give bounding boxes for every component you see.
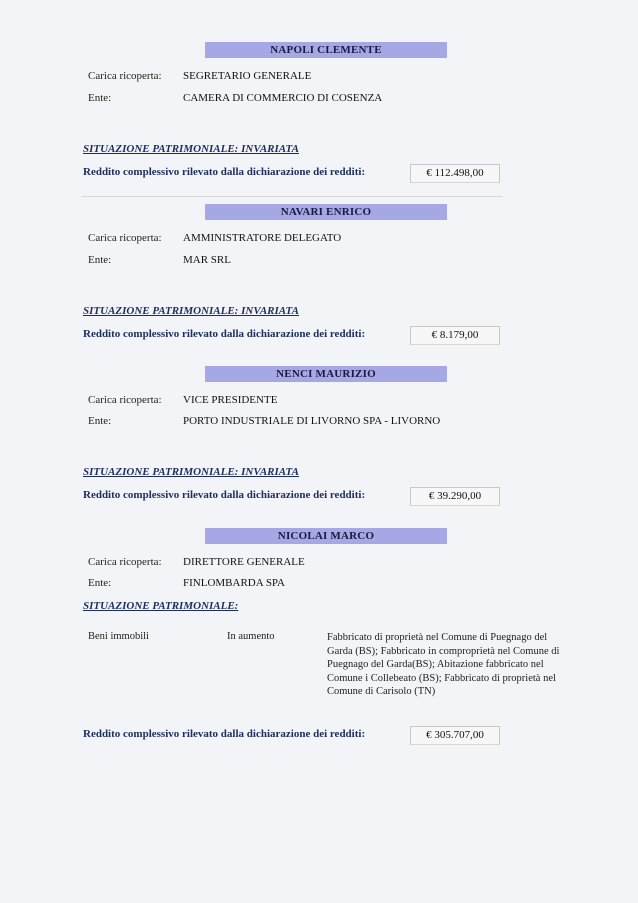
person-name-bar: NENCI MAURIZIO — [205, 366, 447, 382]
beni-description: Fabbricato di proprietà nel Comune di Puegnago del Garda (BS); Fabbricato in comproprietà nel Comune di Puegnago del Garda(BS); Abitazione fabbricato nel Comune i Collebeato (BS); Fabbricato di proprietà nel Comune di Carisolo (TN) — [327, 632, 560, 697]
ente-label: Ente: — [88, 577, 112, 589]
carica-label: Carica ricoperta: — [88, 232, 162, 244]
reddito-value: € 8.179,00 — [410, 326, 500, 345]
ente-value: CAMERA DI COMMERCIO DI COSENZA — [183, 92, 383, 104]
beni-type: Beni immobili — [88, 631, 149, 642]
ente-label: Ente: — [88, 415, 112, 427]
reddito-value: € 305.707,00 — [410, 726, 500, 745]
situazione-patrimoniale: SITUAZIONE PATRIMONIALE: — [83, 600, 239, 612]
person-name-bar: NICOLAI MARCO — [205, 528, 447, 544]
carica-value: DIRETTORE GENERALE — [183, 556, 305, 568]
person-name-bar: NAVARI ENRICO — [205, 204, 447, 220]
reddito-label: Reddito complessivo rilevato dalla dichiarazione dei redditi: — [83, 728, 366, 740]
carica-value: AMMINISTRATORE DELEGATO — [183, 232, 342, 244]
reddito-label: Reddito complessivo rilevato dalla dichiarazione dei redditi: — [83, 328, 366, 340]
ente-value: PORTO INDUSTRIALE DI LIVORNO SPA - LIVORNO — [183, 415, 441, 427]
carica-value: VICE PRESIDENTE — [183, 394, 278, 406]
reddito-value: € 112.498,00 — [410, 164, 500, 183]
ente-label: Ente: — [88, 254, 112, 266]
carica-label: Carica ricoperta: — [88, 556, 162, 568]
situazione-patrimoniale: SITUAZIONE PATRIMONIALE: INVARIATA — [83, 466, 299, 478]
situazione-patrimoniale: SITUAZIONE PATRIMONIALE: INVARIATA — [83, 143, 299, 155]
section-divider — [82, 196, 502, 197]
person-name-bar: NAPOLI CLEMENTE — [205, 42, 447, 58]
ente-value: MAR SRL — [183, 254, 231, 266]
situazione-patrimoniale: SITUAZIONE PATRIMONIALE: INVARIATA — [83, 305, 299, 317]
carica-label: Carica ricoperta: — [88, 394, 162, 406]
carica-value: SEGRETARIO GENERALE — [183, 70, 312, 82]
reddito-value: € 39.290,00 — [410, 487, 500, 506]
reddito-label: Reddito complessivo rilevato dalla dichiarazione dei redditi: — [83, 489, 366, 501]
ente-label: Ente: — [88, 92, 112, 104]
reddito-label: Reddito complessivo rilevato dalla dichiarazione dei redditi: — [83, 166, 366, 178]
beni-status: In aumento — [227, 631, 275, 642]
ente-value: FINLOMBARDA SPA — [183, 577, 285, 589]
carica-label: Carica ricoperta: — [88, 70, 162, 82]
